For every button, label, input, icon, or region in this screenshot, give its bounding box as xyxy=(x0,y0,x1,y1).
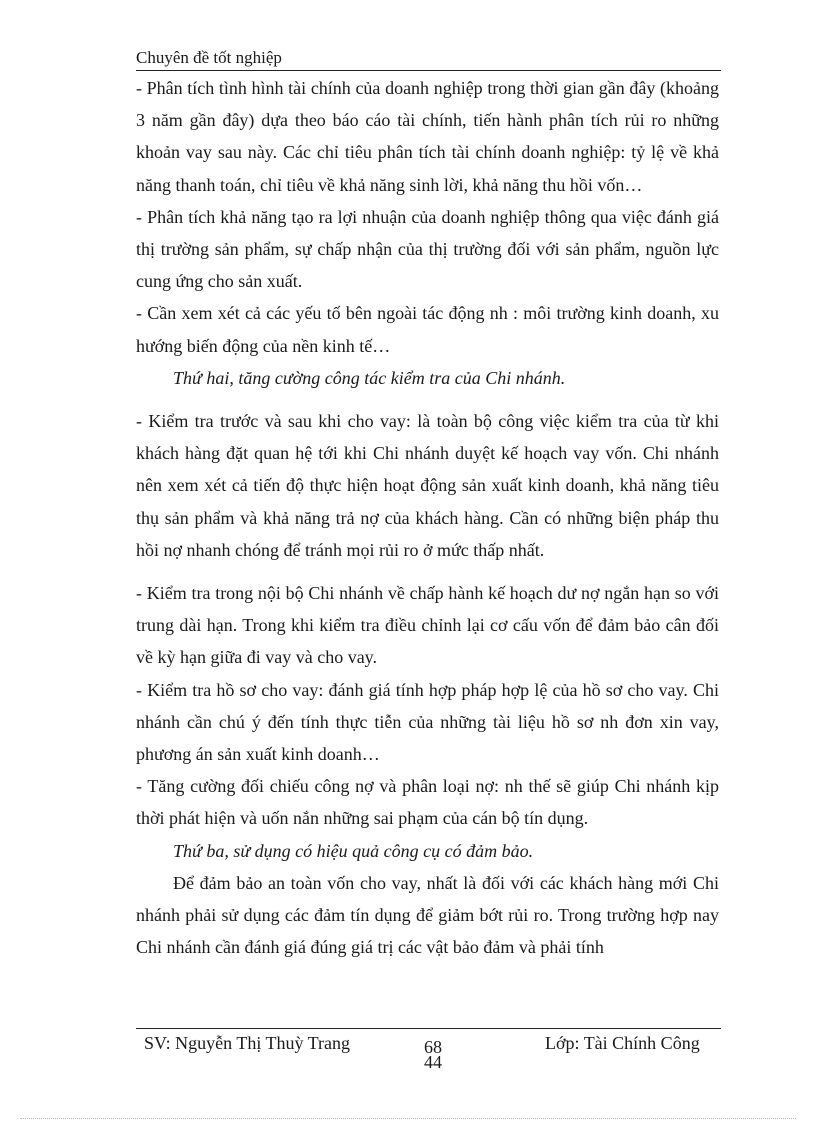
page-bottom-border xyxy=(20,1118,796,1119)
paragraph-loan-file-check: - Kiểm tra hồ sơ cho vay: đánh giá tính hợp pháp hợp lệ của hồ sơ cho vay. Chi nhánh cần chú ý đến tính thực tiễn của những tài liệu hồ sơ nh đơn xin vay, phương án sản xuất kinh doanh… xyxy=(136,679,719,765)
footer-student-name: SV: Nguyễn Thị Thuỳ Trang xyxy=(144,1033,351,1053)
page-number-secondary: 44 xyxy=(424,1052,442,1072)
paragraph-collateral: Để đảm bảo an toàn vốn cho vay, nhất là đối với các khách hàng mới Chi nhánh phải sử dụng các đảm tín dụng để giảm bớt rủi ro. Trong trường hợp nay Chi nhánh cần đánh giá đúng giá trị các vật bảo đảm và phải tính xyxy=(136,872,719,958)
paragraph-internal-check: - Kiểm tra trong nội bộ Chi nhánh về chấp hành kế hoạch dư nợ ngắn hạn so với trung dài hạn. Trong khi kiểm tra điều chỉnh lại cơ cấu vốn để đảm bảo cân đối về kỳ hạn giữa đi vay và cho vay. xyxy=(136,583,719,668)
page-number-primary: 68 xyxy=(424,1037,442,1057)
section-heading-third: Thứ ba, sử dụng có hiệu quả công cụ có đảm bảo. xyxy=(173,840,534,861)
document-body xyxy=(136,72,719,963)
header-divider xyxy=(136,70,721,71)
paragraph-financial-analysis: - Phân tích tình hình tài chính của doanh nghiệp trong thời gian gần đây (khoảng 3 năm gần đây) dựa theo báo cáo tài chính, tiến hành phân tích rủi ro những khoản vay sau này. Các chỉ tiêu phân tích tài chính doanh nghiệp: tỷ lệ về khả năng thanh toán, chỉ tiêu về khả năng sinh lời, khả năng thu hồi vốn… xyxy=(136,78,719,195)
paragraph-debt-reconciliation: - Tăng cường đối chiếu công nợ và phân loại nợ: nh thế sẽ giúp Chi nhánh kịp thời phát hiện và uốn nắn những sai phạm của cán bộ tín dụng. xyxy=(136,776,719,829)
footer-divider xyxy=(136,1028,721,1029)
footer-class-label: Lớp: Tài Chính Công xyxy=(545,1033,700,1053)
section-heading-second: Thứ hai, tăng cường công tác kiểm tra của Chi nhánh. xyxy=(173,367,566,388)
page-number xyxy=(408,1037,458,1072)
paragraph-profit-analysis: - Phân tích khả năng tạo ra lợi nhuận của doanh nghiệp thông qua việc đánh giá thị trường sản phẩm, sự chấp nhận của thị trường đối với sản phẩm, nguồn lực cung ứng cho sản xuất. xyxy=(136,206,719,292)
paragraph-pre-post-loan-check: - Kiểm tra trước và sau khi cho vay: là toàn bộ công việc kiểm tra của từ khi khách hàng đặt quan hệ tới khi Chi nhánh duyệt kế hoạch vay vốn. Chi nhánh nên xem xét cả tiến độ thực hiện hoạt động sản xuất kinh doanh, khả năng tiêu thụ sản phẩm và khả năng trả nợ của khách hàng. Cần có những biện pháp thu hồi nợ nhanh chóng để tránh mọi rủi ro ở mức thấp nhất. xyxy=(136,411,719,560)
paragraph-external-factors: - Cần xem xét cả các yếu tố bên ngoài tác động nh : môi trường kinh doanh, xu hướng biến động của nền kinh tế… xyxy=(136,303,719,356)
page-header-title: Chuyên đề tốt nghiệp xyxy=(136,48,282,67)
